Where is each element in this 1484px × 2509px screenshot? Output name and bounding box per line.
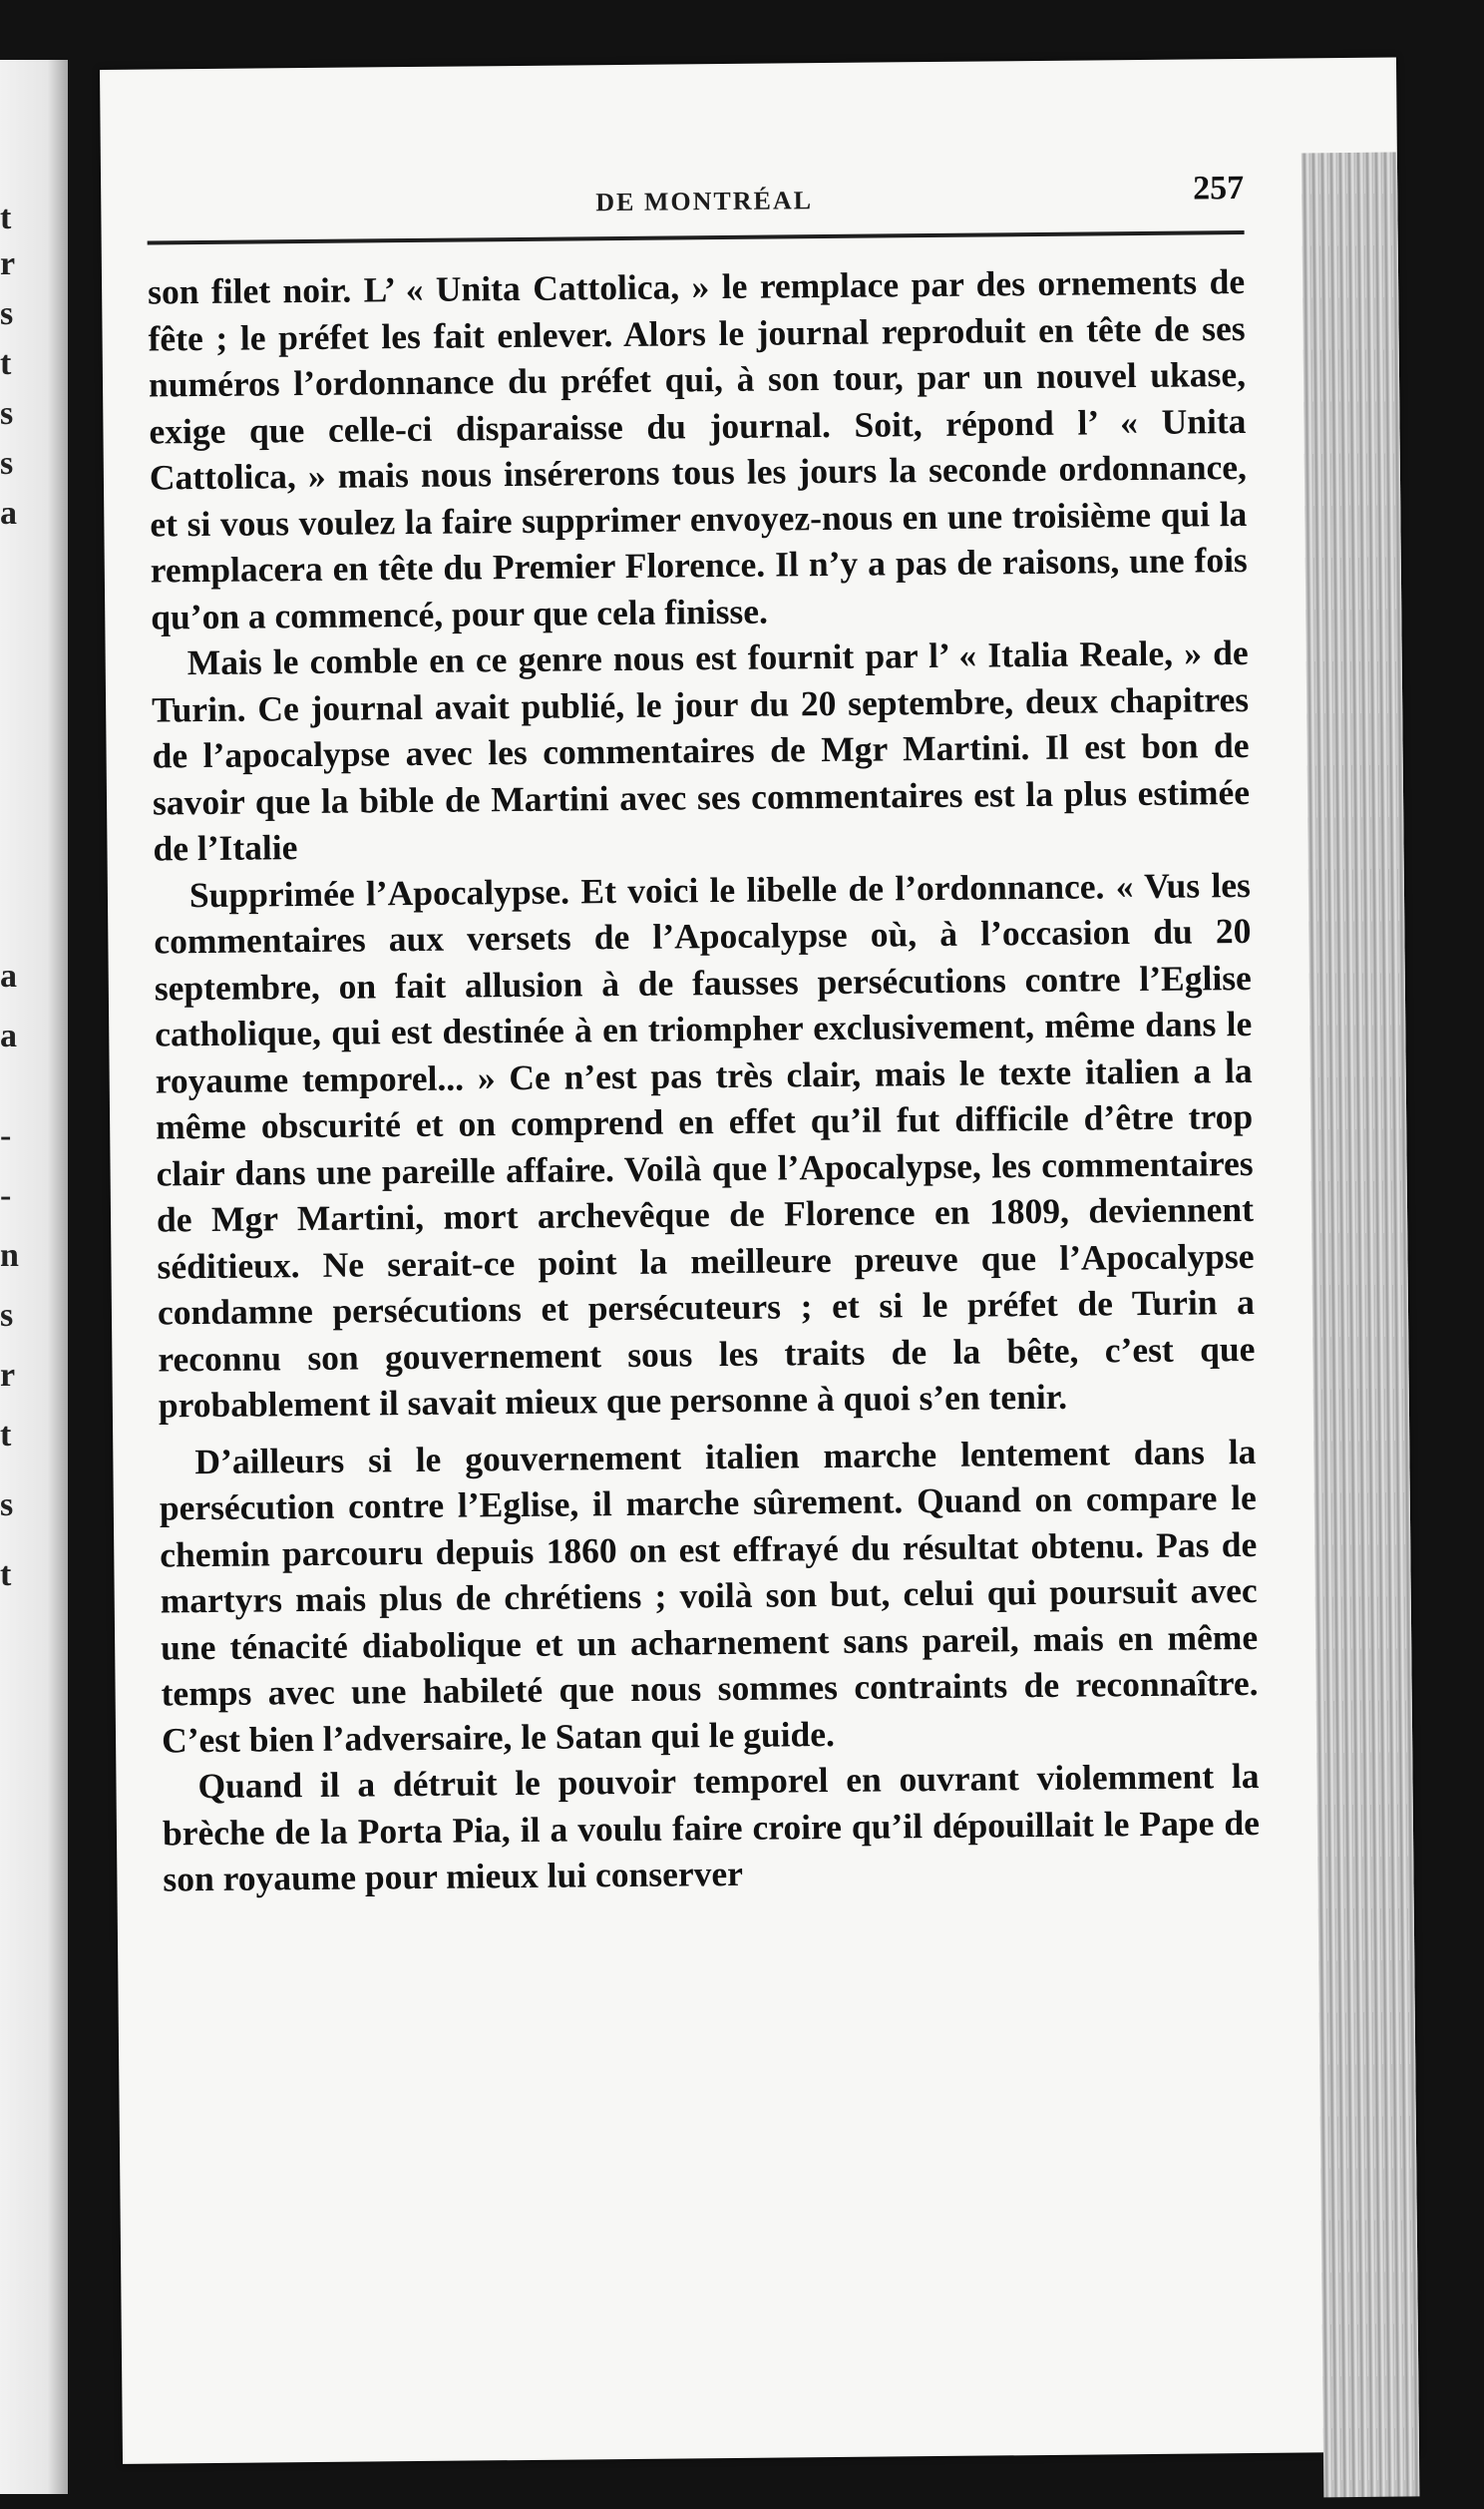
previous-page-fragment: a [0,495,17,532]
previous-page-fragment: n [0,1237,19,1274]
previous-page-fragment: s [0,295,14,332]
paragraph: Quand il a détruit le pouvoir temporel en ouvrant violemment la brèche de la Porta Pia, il a voulu faire croire qu’il dépouillait le Pape de son royaume pour mieux lui conserver [162,1755,1261,1899]
previous-page-edge [0,60,68,2494]
previous-page-fragment: r [0,245,16,282]
previous-page-fragment: t [0,1556,12,1593]
book-page [100,58,1419,2464]
previous-page-fragment: t [0,345,12,382]
page-stack-edge [1301,153,1420,2498]
previous-page-fragment: r [0,1357,16,1394]
page-header [147,164,1245,264]
previous-page-fragment: a [0,958,17,995]
previous-page-fragment: - [0,1177,12,1214]
previous-page-fragment: a [0,1018,17,1054]
paragraph: Mais le comble en ce genre nous est fournit par l’ « Italia Reale, » de Turin. Ce journal avait publié, le jour du 20 septembre, deux chapitres de l’apocalypse avec les commentaires de Mgr Martini. Il est bon de savoir que la bible de Martini avec ses commentaires est la plus estimée de l’Italie [151,631,1251,869]
previous-page-fragment: s [0,395,14,432]
page-number: 257 [1193,169,1245,208]
previous-page-fragment: t [0,1417,12,1454]
paragraph: son filet noir. L’ « Unita Cattolica, » le remplace par des ornements de fête ; le préfet les fait enlever. Alors le journal reproduit en tête de ses numéros l’ordonnance du préfet qui, à son tour, par un nouvel ukase, exige que celle-ci disparaisse du journal. Soit, répond l’ « Unita Cattolica, » mais nous insérerons tous les jours la seconde ordonnance, et si vous voulez la faire supprimer envoyez-nous en une troisième qui la remplacera en tête du Premier Florence. Il n’y a pas de raisons, une fois qu’on a commencé, pour que cela finisse. [147,260,1248,637]
paragraph: Supprimée l’Apocalypse. Et voici le libelle de l’ordonnance. « Vus les commentaires aux versets de l’Apocalypse où, à l’occasion du 20 septembre, on fait allusion à de fausses persécutions contre l’Eglise catholique, qui est destinée à en triompher exclusivement, même dans le royaume temporel... » Ce n’est pas très clair, mais le texte italien a la même obscurité et on comprend en effet qu’il fut difficile d’être trop clair dans une pareille affaire. Voilà que l’Apocalypse, les commentaires de Mgr Martini, mort archevêque de Florence en 1809, deviennent séditieux. Ne serait-ce point la meilleure preuve que l’Apocalypse condamne persécutions et persécuteurs ; et si le préfet de Turin a reconnu son gouvernement sous les traits de la bête, c’est que probablement il savait mieux que personne à quoi s’en tenir. [154,864,1256,1426]
previous-page-fragment: - [0,1117,12,1154]
previous-page-fragment: s [0,1486,14,1523]
previous-page-fragment: t [0,200,12,236]
paragraph: D’ailleurs si le gouvernement italien marche lentement dans la persécution contre l’Eglise, il marche sûrement. Quand on compare le chemin parcouru depuis 1860 on est effrayé du résultat obtenu. Pas de martyrs mais plus de chrétiens ; voilà son but, celui qui poursuit avec une ténacité diabolique et un acharnement sans pareil, mais en même temps avec une habileté que nous sommes contraints de reconnaître. C’est bien l’adversaire, le Satan qui le guide. [159,1431,1259,1760]
previous-page-fragment: s [0,445,14,482]
running-head: DE MONTRÉAL [595,186,814,217]
previous-page-fragment: s [0,1297,14,1334]
body-text [148,258,1261,1902]
